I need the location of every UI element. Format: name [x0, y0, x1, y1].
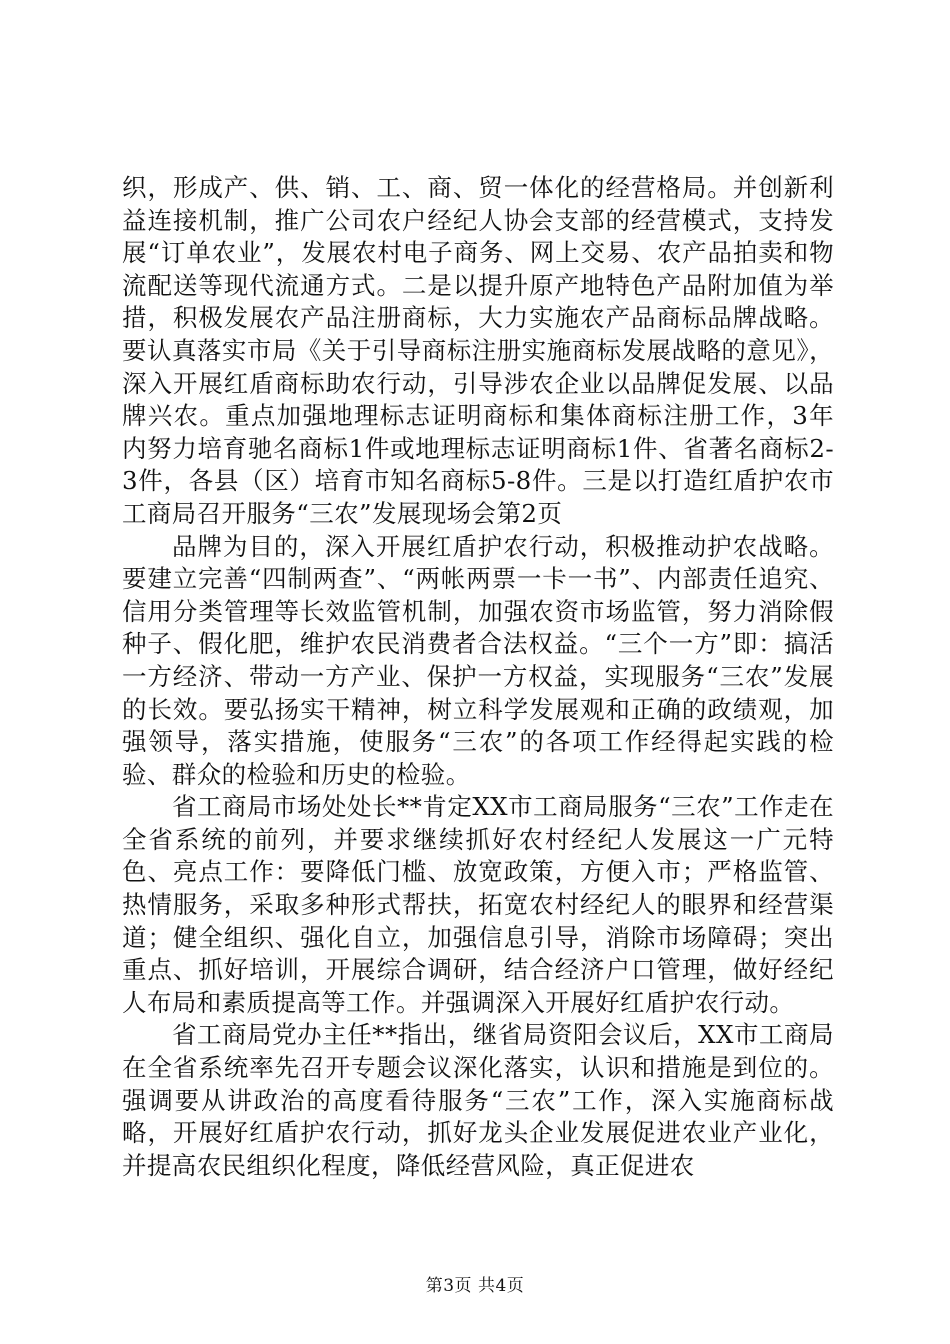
paragraph-1: 织，形成产、供、销、工、商、贸一体化的经营格局。并创新利益连接机制，推广公司农户经纪人协会支部的经营模式，支持发展“订单农业”，发展农村电子商务、网上交易、农产品拍卖和物流配送等现代流通方式。二是以提升原产地特色产品附加值为举措，积极发展农产品注册商标，大力实施农产品商标品牌战略。要认真落实市局《关于引导商标注册实施商标发展战略的意见》，深入开展红盾商标助农行动，引导涉农企业以品牌促发展、以品牌兴农。重点加强地理标志证明商标和集体商标注册工作，3年内努力培育驰名商标1件或地理标志证明商标1件、省著名商标2-3件，各县（区）培育市知名商标5-8件。三是以打造红盾护农市工商局召开服务“三农”发展现场会第2页 [122, 173, 834, 528]
page-number-footer: 第3页 共4页 [425, 1276, 525, 1296]
paragraph-3: 省工商局市场处处长**肯定XX市工商局服务“三农”工作走在全省系统的前列，并要求继续抓好农村经纪人发展这一广元特色、亮点工作：要降低门槛、放宽政策，方便入市；严格监管、热情服务，采取多种形式帮扶，拓宽农村经纪人的眼界和经营渠道；健全组织、强化自立，加强信息引导，消除市场障碍；突出重点、抓好培训，开展综合调研，结合经济户口管理，做好经纪人布局和素质提高等工作。并强调深入开展好红盾护农行动。 [122, 792, 834, 1017]
paragraph-4: 省工商局党办主任**指出，继省局资阳会议后，XX市工商局在全省系统率先召开专题会议深化落实，认识和措施是到位的。强调要从讲政治的高度看待服务“三农”工作，深入实施商标战略，开展好红盾护农行动，抓好龙头企业发展促进农业产业化，并提高农民组织化程度，降低经营风险，真正促进农 [122, 1020, 834, 1180]
document-body [122, 172, 834, 1182]
paragraph-2: 品牌为目的，深入开展红盾护农行动，积极推动护农战略。要建立完善“四制两查”、“两帐两票一卡一书”、内部责任追究、信用分类管理等长效监管机制，加强农资市场监管，努力消除假种子、假化肥，维护农民消费者合法权益。“三个一方”即：搞活一方经济、带动一方产业、保护一方权益，实现服务“三农”发展的长效。要弘扬实干精神，树立科学发展观和正确的政绩观，加强领导，落实措施，使服务“三农”的各项工作经得起实践的检验、群众的检验和历史的检验。 [122, 531, 834, 789]
